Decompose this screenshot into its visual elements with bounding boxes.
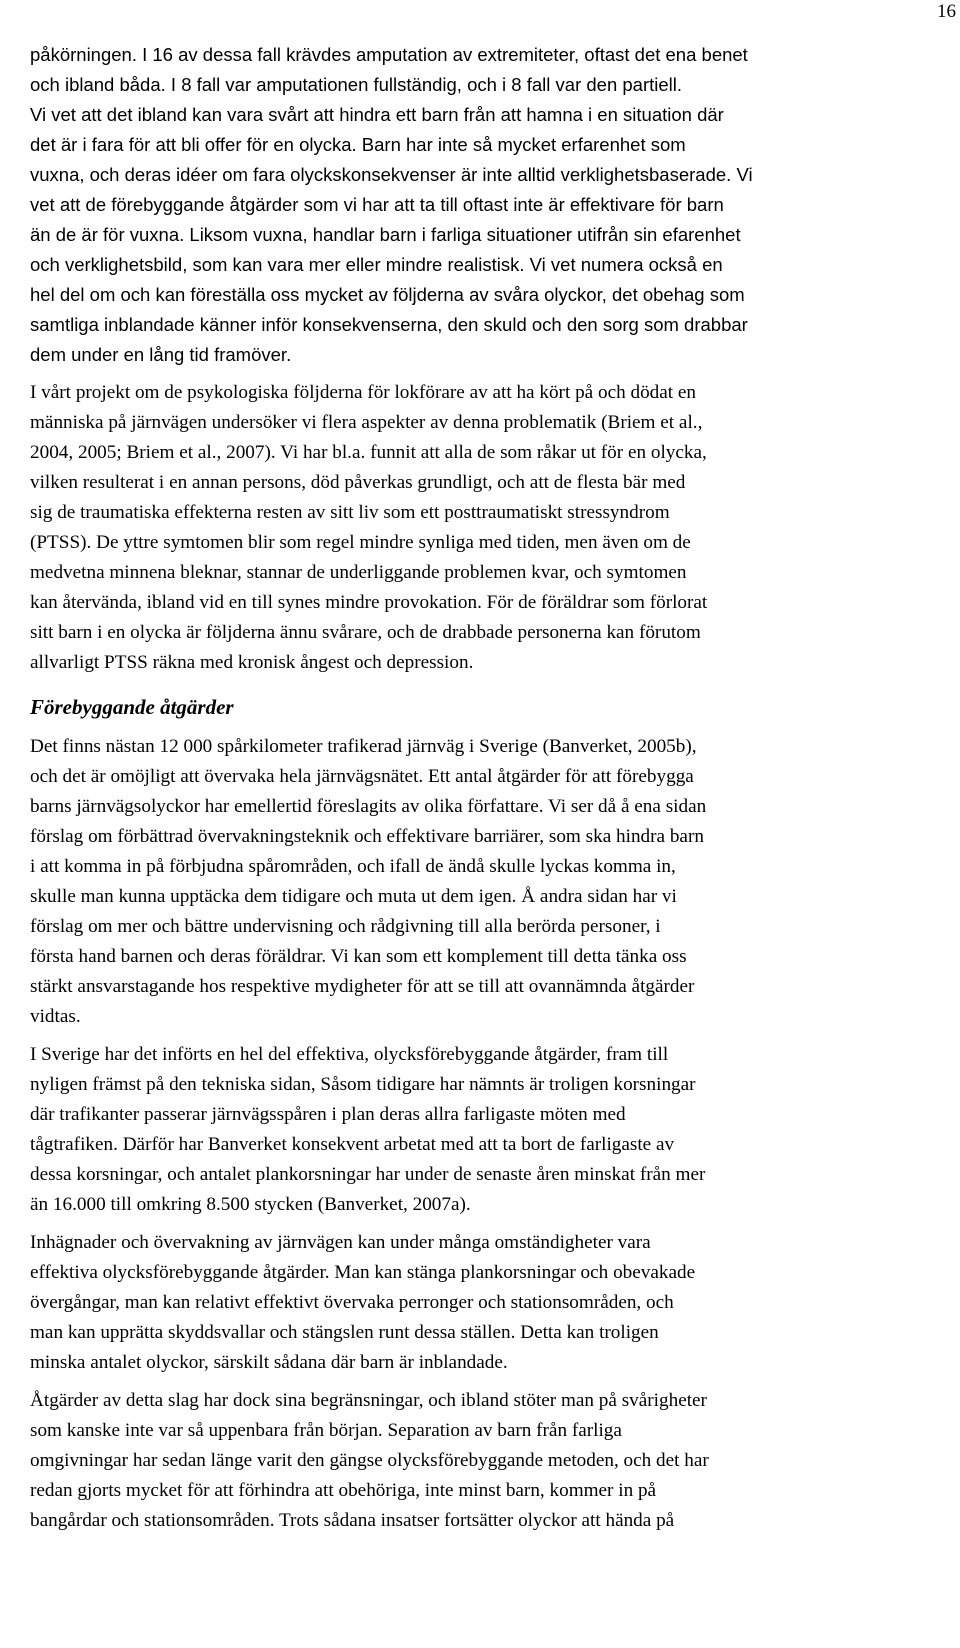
text-line: bangårdar och stationsområden. Trots sådana insatser fortsätter olyckor att hända på: [30, 1510, 675, 1531]
text-line: förslag om mer och bättre undervisning och rådgivning till alla berörda personer, i: [30, 916, 661, 937]
text-line: påkörningen. I 16 av dessa fall krävdes amputation av extremiteter, oftast det ena benet: [30, 44, 748, 65]
section-preventive-measures: [30, 732, 930, 1536]
text-line: barns järnvägsolyckor har emellertid föreslagits av olika författare. Vi ser då å ena sidan: [30, 796, 707, 817]
paragraph: [30, 732, 930, 1032]
text-line: man kan upprätta skyddsvallar och stängslen runt dessa ställen. Detta kan troligen: [30, 1322, 659, 1343]
text-line: 2004, 2005; Briem et al., 2007). Vi har bl.a. funnit att alla de som råkar ut för en olycka,: [30, 442, 707, 463]
text-line: första hand barnen och deras föräldrar. Vi kan som ett komplement till detta tänka oss: [30, 946, 687, 967]
page-number: 16: [937, 1, 956, 22]
paragraph: [30, 40, 930, 370]
text-line: minska antalet olyckor, särskilt sådana där barn är inblandade.: [30, 1352, 508, 1373]
text-line: medvetna minnena bleknar, stannar de underliggande problemen kvar, och symtomen: [30, 562, 687, 583]
text-line: dessa korsningar, och antalet plankorsningar har under de senaste åren minskat från mer: [30, 1164, 706, 1185]
text-line: allvarligt PTSS räkna med kronisk ångest och depression.: [30, 652, 474, 673]
text-line: än de är för vuxna. Liksom vuxna, handlar barn i farliga situationer utifrån sin efarenhet: [30, 224, 741, 245]
section-intro: [30, 40, 930, 678]
text-line: dem under en lång tid framöver.: [30, 344, 292, 365]
paragraph: [30, 378, 930, 678]
text-line: förslag om förbättrad övervakningsteknik och effektivare barriärer, som ska hindra barn: [30, 826, 704, 847]
text-line: effektiva olycksförebyggande åtgärder. Man kan stänga plankorsningar och obevakade: [30, 1262, 696, 1283]
text-line: vet att de förebyggande åtgärder som vi har att ta till oftast inte är effektivare för barn: [30, 194, 724, 215]
text-line: sitt barn i en olycka är följderna ännu svårare, och de drabbade personerna kan förutom: [30, 622, 701, 643]
text-line: Vi vet att det ibland kan vara svårt att hindra ett barn från att hamna i en situation där: [30, 104, 724, 125]
text-line: skulle man kunna upptäcka dem tidigare och muta ut dem igen. Å andra sidan har vi: [30, 886, 677, 907]
text-line: redan gjorts mycket för att förhindra att obehöriga, inte minst barn, kommer in på: [30, 1480, 657, 1501]
text-line: där trafikanter passerar järnvägsspåren i plan deras allra farligaste möten med: [30, 1104, 626, 1125]
document-body: [30, 40, 930, 1536]
text-line: det är i fara för att bli offer för en olycka. Barn har inte så mycket erfarenhet som: [30, 134, 686, 155]
section-heading: Förebyggande åtgärder: [30, 695, 234, 719]
text-line: som kanske inte var så uppenbara från början. Separation av barn från farliga: [30, 1420, 622, 1441]
paragraph: [30, 1040, 930, 1220]
text-line: kan återvända, ibland vid en till synes mindre provokation. För de föräldrar som förlorat: [30, 592, 708, 613]
text-line: vuxna, och deras idéer om fara olyckskonsekvenser är inte alltid verklighetsbaserade. Vi: [30, 164, 753, 185]
text-line: vilken resulterat i en annan persons, död påverkas grundligt, och att de flesta bär med: [30, 472, 686, 493]
text-line: sig de traumatiska effekterna resten av sitt liv som ett posttraumatiskt stressyndrom: [30, 502, 670, 523]
text-line: och det är omöjligt att övervaka hela järnvägsnätet. Ett antal åtgärder för att förebygga: [30, 766, 694, 787]
text-line: hel del om och kan föreställa oss mycket av följderna av svåra olyckor, det obehag som: [30, 284, 745, 305]
text-line: Åtgärder av detta slag har dock sina begränsningar, och ibland stöter man på svårigheter: [30, 1390, 707, 1411]
text-line: tågtrafiken. Därför har Banverket konsekvent arbetat med att ta bort de farligaste av: [30, 1134, 675, 1155]
text-line: stärkt ansvarstagande hos respektive mydigheter för att se till att ovannämnda åtgärder: [30, 976, 695, 997]
text-line: människa på järnvägen undersöker vi flera aspekter av denna problematik (Briem et al.,: [30, 412, 703, 433]
text-line: I Sverige har det införts en hel del effektiva, olycksförebyggande åtgärder, fram till: [30, 1044, 669, 1065]
text-line: i att komma in på förbjudna spårområden, och ifall de ändå skulle lyckas komma in,: [30, 856, 676, 877]
text-line: I vårt projekt om de psykologiska följderna för lokförare av att ha kört på och dödat en: [30, 382, 697, 403]
paragraph: [30, 1386, 930, 1536]
text-line: omgivningar har sedan länge varit den gängse olycksförebyggande metoden, och det har: [30, 1450, 709, 1471]
text-line: nyligen främst på den tekniska sidan, Såsom tidigare har nämnts är troligen korsningar: [30, 1074, 696, 1095]
text-line: och ibland båda. I 8 fall var amputationen fullständig, och i 8 fall var den partiell.: [30, 74, 683, 95]
text-line: samtliga inblandade känner inför konsekvenserna, den skuld och den sorg som drabbar: [30, 314, 748, 335]
text-line: Det finns nästan 12 000 spårkilometer trafikerad järnväg i Sverige (Banverket, 2005b),: [30, 736, 697, 757]
text-line: än 16.000 till omkring 8.500 stycken (Banverket, 2007a).: [30, 1194, 471, 1215]
text-line: (PTSS). De yttre symtomen blir som regel mindre synliga med tiden, men även om de: [30, 532, 691, 553]
text-line: vidtas.: [30, 1006, 81, 1027]
paragraph: [30, 1228, 930, 1378]
text-line: övergångar, man kan relativt effektivt övervaka perronger och stationsområden, och: [30, 1292, 674, 1313]
text-line: Inhägnader och övervakning av järnvägen kan under många omständigheter vara: [30, 1232, 651, 1253]
text-line: och verklighetsbild, som kan vara mer eller mindre realistisk. Vi vet numera också en: [30, 254, 723, 275]
